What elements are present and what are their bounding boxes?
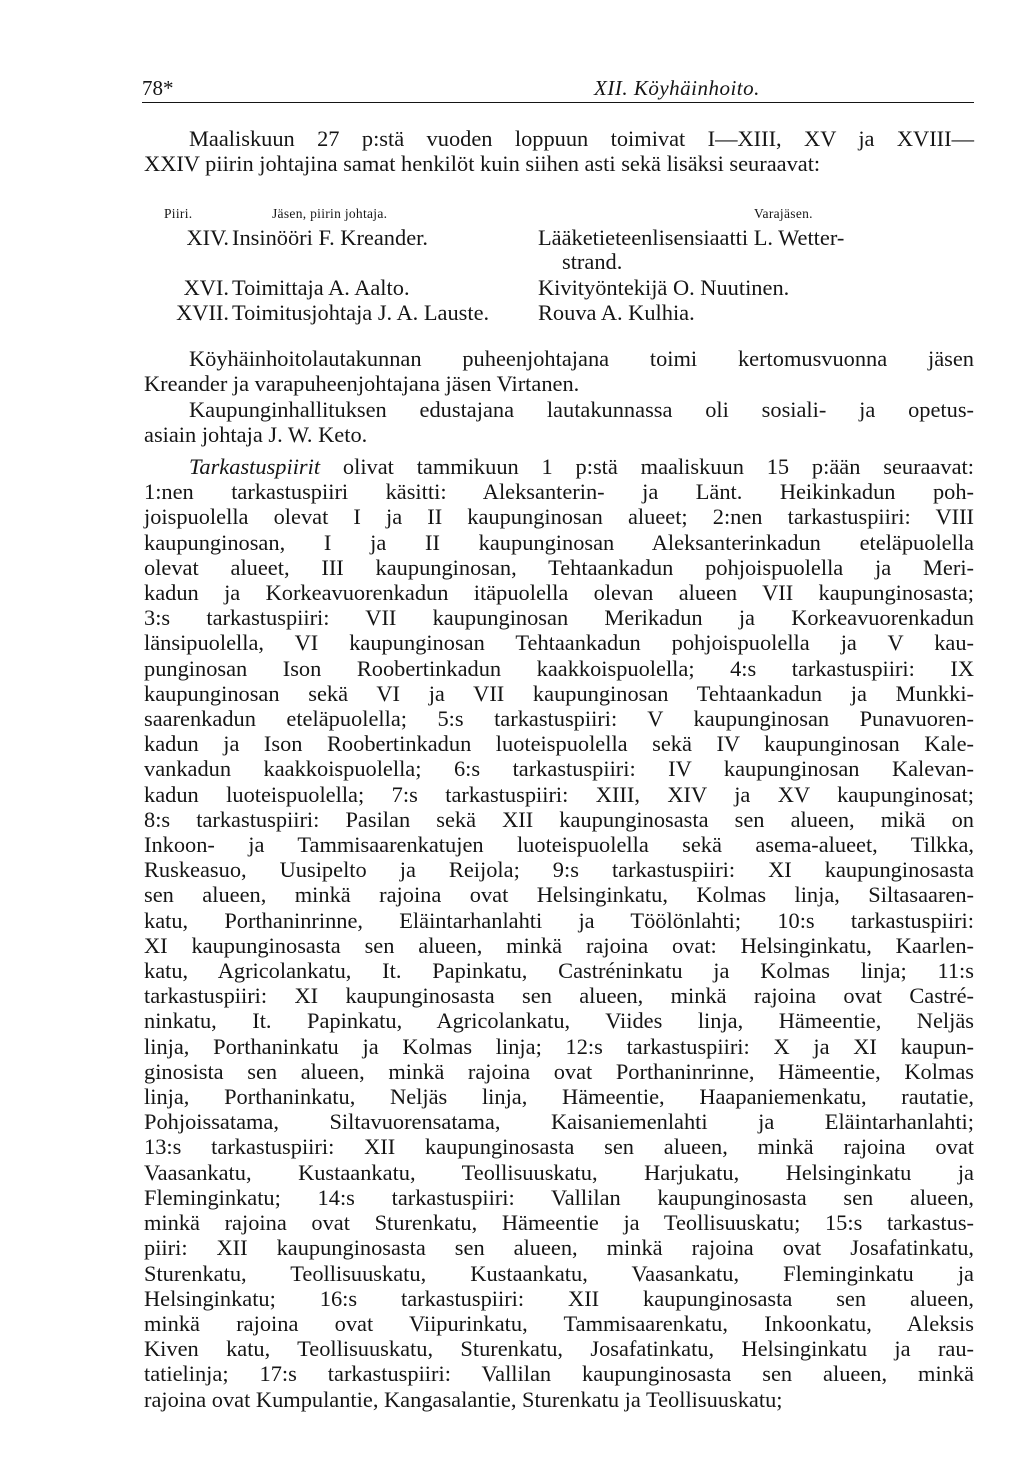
lead-rest: olivat tammikuun 1 p:stä maaliskuun 15 p:ään seuraavat: (320, 454, 974, 479)
text-line: piiri: XII kaupunginosasta sen alueen, minkä rajoina ovat Josafatinkatu, (144, 1235, 974, 1261)
table-row (144, 275, 974, 300)
text-line: Kreander ja varapuheenjohtajana jäsen Virtanen. (144, 371, 580, 397)
deputy-cell: Lääketieteenlisensiaatti L. Wetter- (538, 225, 845, 250)
table-row (144, 249, 974, 274)
text-line: 1:nen tarkastuspiiri käsitti: Aleksanterin- ja Länt. Heikinkadun poh- (144, 479, 974, 505)
text-line: rajoina ovat Kumpulantie, Kangasalantie, Sturenkatu ja Teollisuuskatu; (144, 1386, 783, 1412)
inspection-districts-paragraph (144, 454, 974, 1412)
deputy-cell: Rouva A. Kulhia. (538, 300, 695, 325)
lead-italic: Tarkastuspiirit (189, 454, 321, 479)
text-line: 3:s tarkastuspiiri: VII kaupunginosan Merikadun ja Korkeavuorenkadun (144, 605, 974, 631)
member-cell: Toimitusjohtaja J. A. Lauste. (232, 300, 490, 325)
text-line: tatielinja; 17:s tarkastuspiiri: Vallilan kaupunginosasta sen alueen, minkä (144, 1361, 974, 1387)
text-line: kaupunginosan sekä VI ja VII kaupunginosan Tehtaankadun ja Munkki- (144, 680, 974, 706)
member-cell: Insinööri F. Kreander. (232, 225, 428, 250)
column-header-deputy: Varajäsen. (754, 206, 813, 221)
text-line: Inkoon- ja Tammisaarenkatujen luoteispuolella sekä asema-alueet, Tilkka, (144, 832, 974, 858)
text-line: saarenkadun eteläpuolella; 5:s tarkastuspiiri: V kaupunginosan Punavuoren- (144, 706, 974, 732)
text-line: Ruskeasuo, Uusipelto ja Reijola; 9:s tarkastuspiiri: XI kaupunginosasta (144, 857, 974, 883)
text-line: XXIV piirin johtajina samat henkilöt kuin siihen asti sekä lisäksi seuraavat: (144, 151, 821, 177)
text-line: Kiven katu, Teollisuuskatu, Sturenkatu, Josafatinkatu, Helsinginkatu ja rau- (144, 1336, 974, 1362)
text-line: Helsinginkatu; 16:s tarkastuspiiri: XII kaupunginosasta sen alueen, (144, 1285, 974, 1311)
text-line: Köyhäinhoitolautakunnan puheenjohtajana toimi kertomusvuonna jäsen (189, 346, 974, 371)
table-row (144, 300, 974, 325)
text-line: Sturenkatu, Teollisuuskatu, Kustaankatu, Vaasankatu, Fleminginkatu ja (144, 1260, 974, 1286)
text-line: länsipuolella, VI kaupunginosan Tehtaankadun pohjoispuolella ja V kau- (144, 630, 974, 656)
text-line: 8:s tarkastuspiiri: Pasilan sekä XII kaupunginosasta sen alueen, mikä on (144, 806, 974, 832)
text-line: Kaupunginhallituksen edustajana lautakunnassa oli sosiali- ja opetus- (189, 397, 974, 422)
text-line: kadun ja Korkeavuorenkadun itäpuolella olevan alueen VII kaupunginosasta; (144, 580, 974, 606)
text-line: Maaliskuun 27 p:stä vuoden loppuun toimivat I—XIII, XV ja XVIII— (189, 126, 974, 151)
text-line: Pohjoissatama, Siltavuorensatama, Kaisaniemenlahti ja Eläintarhanlahti; (144, 1109, 974, 1135)
text-line: XI kaupunginosasta sen alueen, minkä rajoina ovat: Helsinginkatu, Kaarlen- (144, 932, 974, 958)
text-line: kadun ja Ison Roobertinkadun luoteispuolella sekä IV kaupunginosan Kale- (144, 731, 974, 757)
paragraph-lead-line (144, 454, 974, 479)
text-line: punginosan Ison Roobertinkadun kaakkoispuolella; 4:s tarkastuspiiri: IX (144, 655, 974, 681)
text-line: minkä rajoina ovat Sturenkatu, Hämeentie ja Teollisuuskatu; 15:s tarkastus- (144, 1210, 974, 1236)
text-line: ginosista sen alueen, minkä rajoina ovat Porthaninrinne, Hämeentie, Kolmas (144, 1058, 974, 1084)
piiri-cell: XVI. (183, 275, 229, 300)
column-header-member: Jäsen, piirin johtaja. (272, 206, 388, 221)
text-line: katu, Porthaninrinne, Eläintarhanlahti ja Töölönlahti; 10:s tarkastuspiiri: (144, 907, 974, 933)
text-line: vankadun kaakkoispuolella; 6:s tarkastuspiiri: IV kaupunginosan Kalevan- (144, 756, 974, 782)
representative-paragraph (144, 397, 974, 447)
text-line: linja, Porthaninkatu, Neljäs linja, Hämeentie, Haapaniemenkatu, rautatie, (144, 1084, 974, 1110)
text-line: Vaasankatu, Kustaankatu, Teollisuuskatu, Harjukatu, Helsinginkatu ja (144, 1159, 974, 1185)
text-line: sen alueen, minkä rajoina ovat Helsinginkatu, Kolmas linja, Siltasaaren- (144, 882, 974, 908)
text-line: Fleminginkatu; 14:s tarkastuspiiri: Vallilan kaupunginosasta sen alueen, (144, 1184, 974, 1210)
text-line: asiain johtaja J. W. Keto. (144, 422, 368, 448)
page-header (142, 70, 974, 103)
text-line: linja, Porthaninkatu ja Kolmas linja; 12:s tarkastuspiiri: X ja XI kaupun- (144, 1033, 974, 1059)
page-number: 78* (142, 76, 174, 100)
text-line: olevat alueet, III kaupunginosan, Tehtaankadun pohjoispuolella ja Meri- (144, 554, 974, 580)
text-line: ninkatu, It. Papinkatu, Agricolankatu, Viides linja, Hämeentie, Neljäs (144, 1008, 974, 1034)
text-line: kaupunginosan, I ja II kaupunginosan Aleksanterinkadun eteläpuolella (144, 529, 974, 555)
text-line: joispuolella olevat I ja II kaupunginosan alueet; 2:nen tarkastuspiiri: VIII (144, 504, 974, 530)
text-line: kadun luoteispuolella; 7:s tarkastuspiiri: XIII, XIV ja XV kaupunginosat; (144, 781, 974, 807)
text-line: 13:s tarkastuspiiri: XII kaupunginosasta sen alueen, minkä rajoina ovat (144, 1134, 974, 1160)
table-row (144, 225, 974, 250)
text-line: katu, Agricolankatu, It. Papinkatu, Castréninkatu ja Kolmas linja; 11:s (144, 958, 974, 984)
deputy-cell: Kivityöntekijä O. Nuutinen. (538, 275, 790, 300)
chairman-paragraph (144, 346, 974, 396)
intro-paragraph (144, 126, 974, 176)
piiri-cell: XIV. (186, 225, 229, 250)
piiri-cell: XVII. (176, 300, 229, 325)
deputy-cell: strand. (562, 249, 623, 274)
text-line: tarkastuspiiri: XI kaupunginosasta sen alueen, minkä rajoina ovat Castré- (144, 983, 974, 1009)
text-line: minkä rajoina ovat Viipurinkatu, Tammisaarenkatu, Inkoonkatu, Aleksis (144, 1310, 974, 1336)
column-header-piiri: Piiri. (164, 206, 193, 221)
running-title: XII. Köyhäinhoito. (594, 76, 760, 100)
member-cell: Toimittaja A. Aalto. (232, 275, 410, 300)
